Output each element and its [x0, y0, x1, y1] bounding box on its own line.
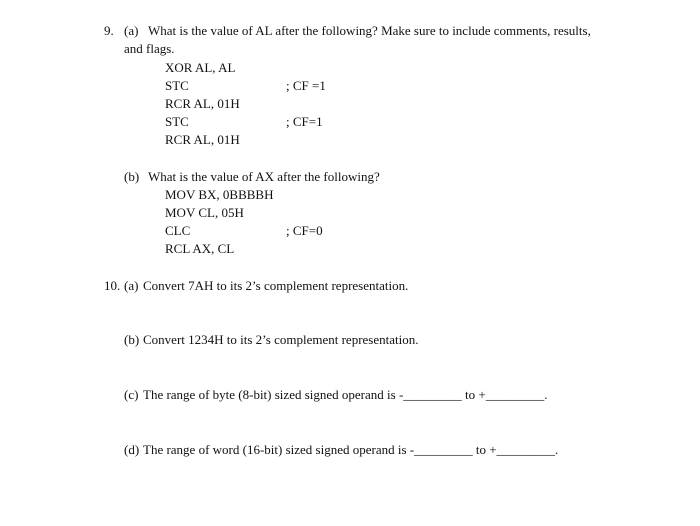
q9a-code-line: STC [165, 114, 189, 129]
q9a-text-line2: and flags. [124, 41, 175, 56]
q10b-text: Convert 1234H to its 2’s complement representation. [143, 332, 419, 347]
q9a-code-line: XOR AL, AL [165, 60, 236, 75]
q10a-text: Convert 7AH to its 2’s complement representation. [143, 278, 409, 293]
q10b-label: (b) [124, 332, 140, 347]
q10-number: 10. [104, 278, 121, 293]
q9b-text: What is the value of AX after the following? [148, 169, 380, 184]
q10a-label: (a) [124, 278, 139, 293]
q9a-comment: ; CF=1 [286, 114, 323, 129]
q9-number: 9. [104, 23, 114, 38]
q9a-label: (a) [124, 23, 139, 38]
q9b-label: (b) [124, 169, 140, 184]
q9b-code-line: MOV BX, 0BBBBH [165, 187, 274, 202]
q9b-comment: ; CF=0 [286, 223, 323, 238]
q10d-label: (d) [124, 442, 140, 457]
q9a-comment: ; CF =1 [286, 78, 326, 93]
q9a-code-line: RCR AL, 01H [165, 96, 240, 111]
q9a-code-line: RCR AL, 01H [165, 132, 240, 147]
q9b-code-line: RCL AX, CL [165, 241, 235, 256]
q10c-label: (c) [124, 387, 139, 402]
q9a-text-line1: What is the value of AL after the following? Make sure to include comments, results, [148, 23, 591, 38]
q10d-text: The range of word (16-bit) sized signed operand is -_________ to +_________. [143, 442, 559, 457]
q10c-text: The range of byte (8-bit) sized signed operand is -_________ to +_________. [143, 387, 548, 402]
q9b-code-line: MOV CL, 05H [165, 205, 244, 220]
q9a-code-line: STC [165, 78, 189, 93]
q9b-code-line: CLC [165, 223, 191, 238]
